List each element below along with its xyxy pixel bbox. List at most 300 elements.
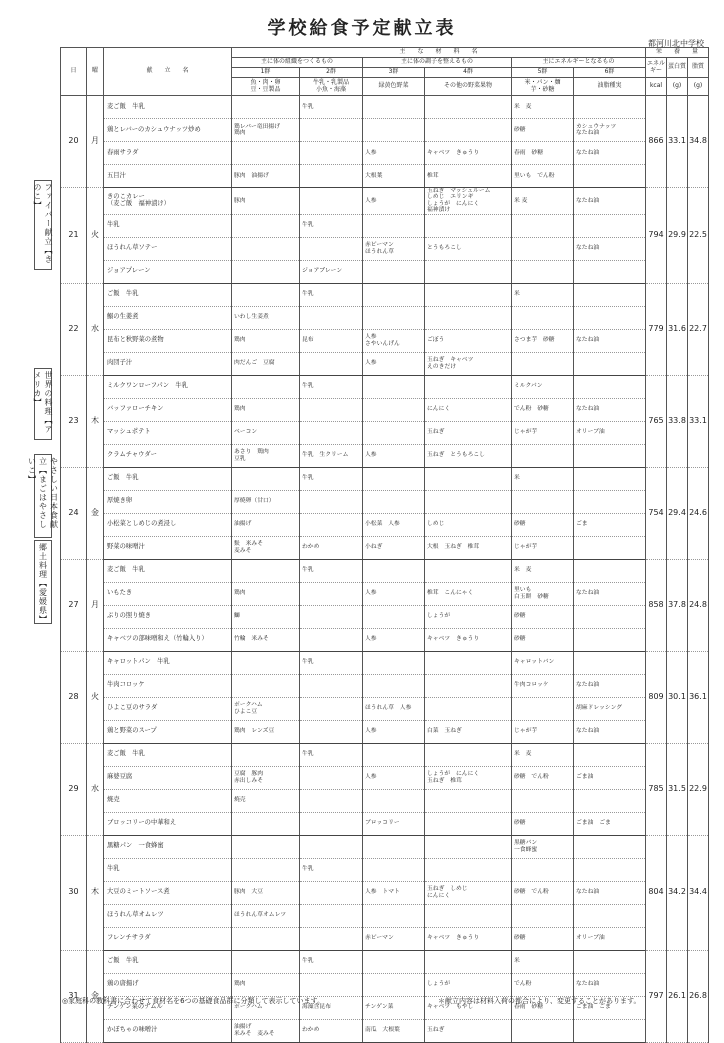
fat-value: 24.6 [688,467,709,559]
ingredient-g2 [300,812,363,835]
day-of-week: 水 [87,283,104,375]
theme-label-local: 郷土料理【愛媛県】 [34,540,52,624]
menu-row [61,789,709,812]
ingredient-g5: 砂糖 でん粉 [512,766,574,789]
dish-name: 牛乳 [104,214,232,237]
ingredient-g1 [232,96,300,119]
menu-row [61,375,709,398]
ingredient-g2 [300,789,363,812]
ingredient-g3 [363,467,425,490]
ingredient-g6 [574,651,646,674]
protein-value: 34.2 [667,835,688,950]
header-date: 日 [61,48,87,96]
ingredient-g3: 人参 [363,582,425,605]
ingredient-g6: なたね油 [574,237,646,260]
ingredient-g5: じゃが芋 [512,720,574,743]
ingredient-g3: 小ねぎ [363,536,425,559]
ingredient-g6: ごま [574,513,646,536]
ingredient-g5: 米 麦 [512,96,574,119]
menu-row [61,766,709,789]
ingredient-g6: 胡麻ドレッシング [574,697,646,720]
ingredient-g3: ブロッコリー [363,812,425,835]
dish-name: ぶりの照り焼き [104,605,232,628]
ingredient-g3 [363,605,425,628]
menu-row [61,835,709,858]
ingredient-g2 [300,398,363,421]
ingredient-g6 [574,904,646,927]
ingredient-g1 [232,260,300,283]
ingredient-g6: なたね油 [574,188,646,215]
ingredient-g5: 米 麦 [512,743,574,766]
ingredient-g6 [574,490,646,513]
ingredient-g4 [425,743,512,766]
ingredient-g2: 海藻含昆布 [300,996,363,1019]
fat-value: 22.9 [688,743,709,835]
ingredient-g3 [363,283,425,306]
menu-row [61,237,709,260]
fat-value: 36.1 [688,651,709,743]
ingredient-g5: 砂糖 [512,605,574,628]
day-of-week: 月 [87,559,104,651]
menu-row [61,188,709,215]
dish-name: 鰯の生姜煮 [104,306,232,329]
ingredient-g6 [574,536,646,559]
day-date: 29 [61,743,87,835]
ingredient-g4 [425,306,512,329]
dish-name: マッシュポテト [104,421,232,444]
ingredient-g2: 牛乳 [300,214,363,237]
header-regulate: 主に体の調子を整えるもの [363,58,512,68]
ingredient-g1 [232,927,300,950]
ingredient-g4: しょうが [425,973,512,996]
ingredient-g3: ほうれん草 人参 [363,697,425,720]
ingredient-g3: チンゲン菜 [363,996,425,1019]
theme-label-fiber: ファイバー献立【きのこ】 [34,180,52,270]
energy-value: 785 [646,743,667,835]
fat-value: 26.8 [688,950,709,1042]
ingredient-g1: 厚焼卵（甘口） [232,490,300,513]
ingredient-g2: 牛乳 [300,96,363,119]
ingredient-g2: 牛乳 [300,651,363,674]
ingredient-g4 [425,697,512,720]
ingredient-g3 [363,651,425,674]
protein-value: 31.5 [667,743,688,835]
ingredient-g3: 南瓜 大根葉 [363,1019,425,1042]
header-group-4-sub: その他の野菜果物 [425,78,512,96]
header-group-1: 1群 [232,68,300,78]
ingredient-g3: 人参 トマト [363,881,425,904]
ingredient-g2: 牛乳 [300,559,363,582]
dish-name: ほうれん草オムレツ [104,904,232,927]
ingredient-g2 [300,306,363,329]
ingredient-g3: 小松菜 人参 [363,513,425,536]
ingredient-g1: 焼売 [232,789,300,812]
fat-value: 22.7 [688,283,709,375]
ingredient-g4 [425,214,512,237]
ingredient-g4 [425,651,512,674]
menu-row [61,950,709,973]
day-of-week: 火 [87,651,104,743]
protein-value: 29.4 [667,467,688,559]
dish-name: 麦ご飯 牛乳 [104,743,232,766]
header-group-6-sub: 油脂種実 [574,78,646,96]
menu-row [61,119,709,142]
ingredient-g5: 里いも 白玉餅 砂糖 [512,582,574,605]
dish-name: 肉団子汁 [104,352,232,375]
header-group-5: 5群 [512,68,574,78]
ingredient-g4: 玉ねぎ しめじ にんにく [425,881,512,904]
ingredient-g1: 麩 米みそ 麦みそ [232,536,300,559]
ingredient-g6 [574,628,646,651]
ingredient-g3 [363,674,425,697]
ingredient-g3 [363,904,425,927]
ingredient-g4 [425,260,512,283]
ingredient-g5: じゃが芋 [512,536,574,559]
ingredient-g5 [512,697,574,720]
energy-value: 866 [646,96,667,188]
protein-value: 30.1 [667,651,688,743]
ingredient-g5: キャロットパン [512,651,574,674]
fat-value: 34.4 [688,835,709,950]
menu-row [61,743,709,766]
ingredient-g4 [425,119,512,142]
ingredient-g1 [232,559,300,582]
energy-value: 804 [646,835,667,950]
ingredient-g4: しめじ [425,513,512,536]
header-nutrition: 栄 養 量 [646,48,709,58]
ingredient-g3 [363,119,425,142]
ingredient-g1 [232,674,300,697]
ingredient-g3 [363,789,425,812]
ingredient-g2 [300,513,363,536]
ingredient-g5 [512,306,574,329]
dish-name: 大豆のミートソース煮 [104,881,232,904]
ingredient-g1: 油揚げ [232,513,300,536]
dish-name: ほうれん草ソテー [104,237,232,260]
day-of-week: 水 [87,743,104,835]
ingredient-g3 [363,950,425,973]
ingredient-g4 [425,789,512,812]
ingredient-g3: 人参 [363,188,425,215]
header-energy-unit: kcal [646,78,667,96]
ingredient-g6: なたね油 [574,142,646,165]
energy-value: 794 [646,188,667,284]
ingredient-g3: 人参 [363,766,425,789]
dish-name: 春雨サラダ [104,142,232,165]
menu-row [61,96,709,119]
ingredient-g3 [363,559,425,582]
ingredient-g5: でん粉 砂糖 [512,398,574,421]
ingredient-g6: なたね油 [574,973,646,996]
ingredient-g1: 鶏肉 [232,329,300,352]
ingredient-g2 [300,421,363,444]
ingredient-g2 [300,904,363,927]
ingredient-g4 [425,96,512,119]
ingredient-g1 [232,835,300,858]
ingredient-g6: なたね油 [574,674,646,697]
day-of-week: 木 [87,375,104,467]
ingredient-g6: なたね油 [574,398,646,421]
ingredient-g5: 米 麦 [512,559,574,582]
ingredient-g6 [574,467,646,490]
footer-note-left: ◎家庭科の教科書に合わせて食材名を6つの基礎食品群に分類して表示しています。 [62,997,325,1005]
dish-name: 麦ご飯 牛乳 [104,96,232,119]
dish-name: 鶏の唐揚げ [104,973,232,996]
ingredient-g4: キャベツ きゅうり [425,927,512,950]
day-of-week: 金 [87,467,104,559]
ingredient-g6 [574,214,646,237]
menu-row [61,904,709,927]
ingredient-g4 [425,835,512,858]
ingredient-g4: 玉ねぎ キャベツ えのきだけ [425,352,512,375]
menu-row [61,582,709,605]
ingredient-g5 [512,214,574,237]
ingredient-g3 [363,96,425,119]
ingredient-g6: なたね油 [574,582,646,605]
energy-value: 754 [646,467,667,559]
ingredient-g3: 人参 [363,142,425,165]
ingredient-g5: じゃが芋 [512,421,574,444]
ingredient-g1: あさり 鶏肉 豆乳 [232,444,300,467]
ingredient-g5: 牛肉コロッケ [512,674,574,697]
ingredient-g3: 人参 [363,352,425,375]
menu-row [61,352,709,375]
header-group-2: 2群 [300,68,363,78]
menu-row [61,142,709,165]
dish-name: 牛肉コロッケ [104,674,232,697]
dish-name: 昆布と秋野菜の煮物 [104,329,232,352]
menu-row [61,628,709,651]
ingredient-g4: とうもろこし [425,237,512,260]
ingredient-g2 [300,119,363,142]
ingredient-g1: 鶏肉 [232,582,300,605]
ingredient-g6: なたね油 [574,329,646,352]
ingredient-g6 [574,1019,646,1042]
ingredient-g1 [232,142,300,165]
menu-row [61,214,709,237]
ingredient-g5: 里いも でん粉 [512,165,574,188]
ingredient-g2 [300,835,363,858]
ingredient-g4 [425,283,512,306]
ingredient-g4: キャベツ きゅうり [425,628,512,651]
header-group-3: 3群 [363,68,425,78]
menu-table [60,47,709,1043]
header-build: 主に体の組織をつくるもの [232,58,363,68]
menu-row [61,165,709,188]
ingredient-g3 [363,743,425,766]
theme-label-japanese: やさしい日本食献立【まごはやさしいこ】 [34,454,52,538]
dish-name: ひよこ豆のサラダ [104,697,232,720]
menu-row [61,881,709,904]
ingredient-g2: 牛乳 [300,375,363,398]
ingredient-g5: 砂糖 [512,927,574,950]
menu-row [61,467,709,490]
ingredient-g4: 玉ねぎ [425,421,512,444]
ingredient-g1 [232,283,300,306]
ingredient-g3 [363,398,425,421]
dish-name: ご飯 牛乳 [104,467,232,490]
ingredient-g3 [363,214,425,237]
ingredient-g1: 鶏レバー竜田揚げ 鶏肉 [232,119,300,142]
ingredient-g1 [232,812,300,835]
day-date: 22 [61,283,87,375]
dish-name: 鶏と野菜のスープ [104,720,232,743]
dish-name: フレンチサラダ [104,927,232,950]
page-title: 学校給食予定献立表 [267,18,457,39]
ingredient-g2: ジョアプレーン [300,260,363,283]
ingredient-g1: 鰤 [232,605,300,628]
ingredient-g1: 油揚げ 米みそ 麦みそ [232,1019,300,1042]
ingredient-g5: でん粉 [512,973,574,996]
ingredient-g3 [363,973,425,996]
header-group-5-sub: 米・パン・麺 芋・砂糖 [512,78,574,96]
ingredient-g5: 砂糖 [512,812,574,835]
ingredient-g6 [574,743,646,766]
ingredient-g2: 牛乳 [300,858,363,881]
ingredient-g4: しょうが [425,605,512,628]
ingredient-g4: しょうが にんにく 玉ねぎ 椎茸 [425,766,512,789]
ingredient-g2 [300,490,363,513]
ingredient-g2 [300,605,363,628]
dish-name: キャロットパン 牛乳 [104,651,232,674]
ingredient-g5 [512,260,574,283]
menu-row [61,605,709,628]
ingredient-g6 [574,835,646,858]
ingredient-g4: 椎茸 [425,165,512,188]
ingredient-g4: 大根 玉ねぎ 椎茸 [425,536,512,559]
ingredient-g2: 昆布 [300,329,363,352]
day-of-week: 月 [87,96,104,188]
day-date: 20 [61,96,87,188]
ingredient-g4 [425,858,512,881]
menu-body [61,96,709,1043]
ingredient-g5: 砂糖 でん粉 [512,881,574,904]
energy-value: 797 [646,950,667,1042]
ingredient-g6: ごま油 ごま [574,996,646,1019]
energy-value: 779 [646,283,667,375]
ingredient-g4: 白菜 玉ねぎ [425,720,512,743]
ingredient-g6 [574,352,646,375]
ingredient-g2 [300,142,363,165]
protein-value: 33.8 [667,375,688,467]
menu-row [61,444,709,467]
ingredient-g1: 豆腐 豚肉 赤出しみそ [232,766,300,789]
ingredient-g2 [300,973,363,996]
ingredient-g1: 肉だんご 豆腐 [232,352,300,375]
day-of-week: 金 [87,950,104,1042]
menu-row [61,697,709,720]
menu-row [61,651,709,674]
header-protein: 蛋白質 [667,58,688,78]
header-dish: 献 立 名 [104,48,232,96]
menu-row [61,674,709,697]
ingredient-g1 [232,214,300,237]
ingredient-g1: ポークハム ひよこ豆 [232,697,300,720]
menu-row [61,559,709,582]
ingredient-g2: わかめ [300,536,363,559]
school-name: 都河川北中学校 [648,39,704,48]
ingredient-g3: 人参 [363,628,425,651]
dish-name: 麻婆豆腐 [104,766,232,789]
ingredient-g3 [363,835,425,858]
day-date: 21 [61,188,87,284]
ingredient-g6 [574,559,646,582]
fat-value: 24.8 [688,559,709,651]
ingredient-g1: 鶏肉 [232,973,300,996]
ingredient-g6 [574,375,646,398]
ingredient-g6 [574,165,646,188]
ingredient-g3: 赤ピーマン [363,927,425,950]
ingredient-g2: わかめ [300,1019,363,1042]
ingredient-g6: なたね油 [574,720,646,743]
ingredient-g4 [425,674,512,697]
dish-name: 厚焼き卵 [104,490,232,513]
dish-name: ご飯 牛乳 [104,950,232,973]
menu-row [61,329,709,352]
menu-row [61,858,709,881]
ingredient-g2 [300,927,363,950]
ingredient-g2 [300,766,363,789]
ingredient-g4 [425,375,512,398]
ingredient-g3 [363,306,425,329]
menu-row [61,812,709,835]
ingredient-g4: キャベツ きゅうり [425,142,512,165]
ingredient-g5 [512,789,574,812]
day-of-week: 火 [87,188,104,284]
ingredient-g1: いわし生姜煮 [232,306,300,329]
menu-row [61,973,709,996]
ingredient-g1: 竹輪 米みそ [232,628,300,651]
menu-row [61,720,709,743]
ingredient-g6: なたね油 [574,881,646,904]
ingredient-g2 [300,720,363,743]
day-date: 31 [61,950,87,1042]
ingredient-g2 [300,237,363,260]
ingredient-g5: さつま芋 砂糖 [512,329,574,352]
ingredient-g6 [574,96,646,119]
day-date: 23 [61,375,87,467]
ingredient-g1: ほうれん草オムレツ [232,904,300,927]
menu-row [61,927,709,950]
ingredient-g3 [363,260,425,283]
header-protein-unit: (g) [667,78,688,96]
ingredient-g6 [574,605,646,628]
ingredient-g1 [232,467,300,490]
header-ingredients: 主 な 材 料 名 [232,48,646,58]
ingredient-g4: キャベツ もやし [425,996,512,1019]
ingredient-g4 [425,904,512,927]
dish-name: 野菜の味噌汁 [104,536,232,559]
ingredient-g1 [232,651,300,674]
ingredient-g4 [425,559,512,582]
ingredient-g5 [512,490,574,513]
ingredient-g6: カシュウナッツ なたね油 [574,119,646,142]
footer-note-right: ＊献立内容は材料入荷の都合により、変更することがあります。 [438,997,641,1005]
header-group-1-sub: 魚・肉・卵 豆・豆製品 [232,78,300,96]
protein-value: 33.1 [667,96,688,188]
ingredient-g5 [512,237,574,260]
dish-name: ミルクワンローフパン 牛乳 [104,375,232,398]
ingredient-g6 [574,444,646,467]
dish-name: 焼売 [104,789,232,812]
dish-name: 牛乳 [104,858,232,881]
ingredient-g5 [512,352,574,375]
day-date: 27 [61,559,87,651]
ingredient-g1 [232,743,300,766]
ingredient-g4 [425,490,512,513]
ingredient-g6 [574,283,646,306]
ingredient-g3: 大根葉 [363,165,425,188]
